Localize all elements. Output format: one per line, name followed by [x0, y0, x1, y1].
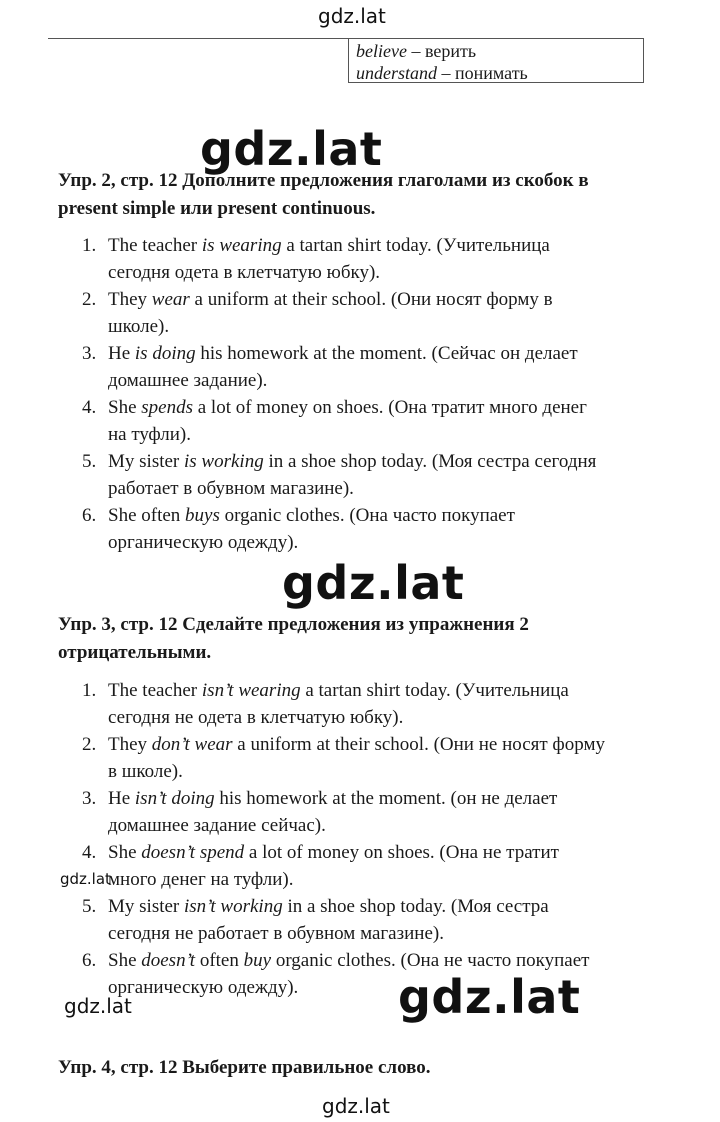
item-text: She: [108, 842, 142, 863]
item-number: 3.: [82, 343, 97, 364]
item-text: often: [195, 950, 244, 971]
item-text-line2: органическую одежду).: [108, 977, 299, 998]
item-number: 6.: [82, 950, 97, 971]
exercise-2-heading: [58, 167, 658, 223]
item-verb: isn’t working: [184, 896, 283, 917]
item-verb: spends: [141, 397, 193, 418]
watermark-bottom: gdz.lat: [322, 1094, 390, 1118]
item-verb: don’t wear: [151, 734, 233, 755]
item-text: The teacher: [108, 680, 202, 701]
item-number: 5.: [82, 896, 97, 917]
list-item: [58, 785, 658, 839]
item-number: 4.: [82, 842, 97, 863]
item-text: a uniform at their school. (Они не носят форму: [232, 734, 605, 755]
vocab-word: understand: [356, 63, 437, 83]
item-text-line2: в школе).: [108, 761, 183, 782]
item-verb: is working: [184, 451, 264, 472]
item-verb: isn’t wearing: [201, 680, 301, 701]
watermark-top: gdz.lat: [318, 4, 386, 28]
exercise-2-heading-line1: Упр. 2, стр. 12 Дополните предложения глаголами из скобок в: [58, 170, 589, 191]
item-text: The teacher: [108, 235, 202, 256]
exercise-3-list: [58, 677, 658, 1001]
list-item: [58, 286, 658, 340]
list-item: [58, 839, 658, 893]
item-text: She: [108, 397, 142, 418]
item-text: in a shoe shop today. (Моя сестра сегодня: [263, 451, 597, 472]
watermark-large-2: gdz.lat: [282, 556, 465, 610]
item-text: a tartan shirt today. (Учительница: [300, 680, 569, 701]
item-text-line2: домашнее задание сейчас).: [108, 815, 326, 836]
list-item: [58, 947, 658, 1001]
item-text: organic clothes. (Она не часто покупает: [271, 950, 590, 971]
list-item: [58, 394, 658, 448]
vocab-word: believe: [356, 41, 407, 61]
item-text: He: [108, 343, 135, 364]
watermark-small-left-2: gdz.lat: [64, 994, 132, 1018]
list-item: [58, 502, 658, 556]
exercise-2-heading-line2: present simple или present continuous.: [58, 198, 376, 219]
watermark-small-left-1: gdz.lat: [60, 870, 111, 888]
item-number: 2.: [82, 289, 97, 310]
item-text-line2: сегодня одета в клетчатую юбку).: [108, 262, 381, 283]
list-item: [58, 232, 658, 286]
item-verb: doesn’t spend: [141, 842, 245, 863]
watermark-large-3: gdz.lat: [398, 970, 581, 1024]
item-text-line2: сегодня не одета в клетчатую юбку).: [108, 707, 404, 728]
item-verb: is doing: [134, 343, 196, 364]
item-text: his homework at the moment. (Сейчас он делает: [195, 343, 578, 364]
watermark-large-1: gdz.lat: [200, 122, 383, 176]
item-text-line2: домашнее задание).: [108, 370, 268, 391]
item-text-line2: на туфли).: [108, 424, 191, 445]
exercise-3-heading-line1: Упр. 3, стр. 12 Сделайте предложения из упражнения 2: [58, 614, 529, 635]
vocab-translation: – понимать: [437, 63, 528, 83]
item-number: 5.: [82, 451, 97, 472]
item-text: She often: [108, 505, 186, 526]
item-number: 3.: [82, 788, 97, 809]
item-text: They: [108, 734, 152, 755]
item-text: a lot of money on shoes. (Она не тратит: [244, 842, 559, 863]
item-text: his homework at the moment. (он не делает: [214, 788, 558, 809]
item-text: organic clothes. (Она часто покупает: [219, 505, 515, 526]
item-number: 2.: [82, 734, 97, 755]
item-text: a uniform at their school. (Они носят форму в: [189, 289, 553, 310]
item-number: 1.: [82, 680, 97, 701]
item-text-line2: сегодня не работает в обувном магазине).: [108, 923, 444, 944]
item-number: 6.: [82, 505, 97, 526]
item-verb: doesn’t: [141, 950, 196, 971]
exercise-3-heading: [58, 611, 658, 667]
top-rule: [48, 38, 348, 39]
item-text: a tartan shirt today. (Учительница: [281, 235, 550, 256]
item-verb: wear: [151, 289, 190, 310]
item-text-line2: органическую одежду).: [108, 532, 299, 553]
item-text: a lot of money on shoes. (Она тратит много денег: [192, 397, 587, 418]
exercise-3-heading-line2: отрицательными.: [58, 642, 212, 663]
item-text: My sister: [108, 451, 184, 472]
list-item: [58, 731, 658, 785]
item-verb: is wearing: [201, 235, 282, 256]
item-text: in a shoe shop today. (Моя сестра: [282, 896, 549, 917]
item-verb: buys: [185, 505, 220, 526]
list-item: [58, 340, 658, 394]
item-text-line2: много денег на туфли).: [108, 869, 294, 890]
item-verb: isn’t doing: [134, 788, 215, 809]
vocab-row: [356, 62, 643, 84]
vocab-row: [356, 40, 643, 62]
item-text: He: [108, 788, 135, 809]
list-item: [58, 448, 658, 502]
item-text-line2: работает в обувном магазине).: [108, 478, 354, 499]
item-verb: buy: [243, 950, 272, 971]
item-text: She: [108, 950, 142, 971]
item-number: 1.: [82, 235, 97, 256]
item-number: 4.: [82, 397, 97, 418]
item-text: My sister: [108, 896, 184, 917]
vocabulary-box: [348, 38, 644, 83]
item-text: They: [108, 289, 152, 310]
exercise-2-list: [58, 232, 658, 556]
vocab-translation: – верить: [406, 41, 477, 61]
exercise-4-heading: Упр. 4, стр. 12 Выберите правильное слово.: [58, 1057, 431, 1078]
list-item: [58, 893, 658, 947]
list-item: [58, 677, 658, 731]
item-text-line2: школе).: [108, 316, 170, 337]
